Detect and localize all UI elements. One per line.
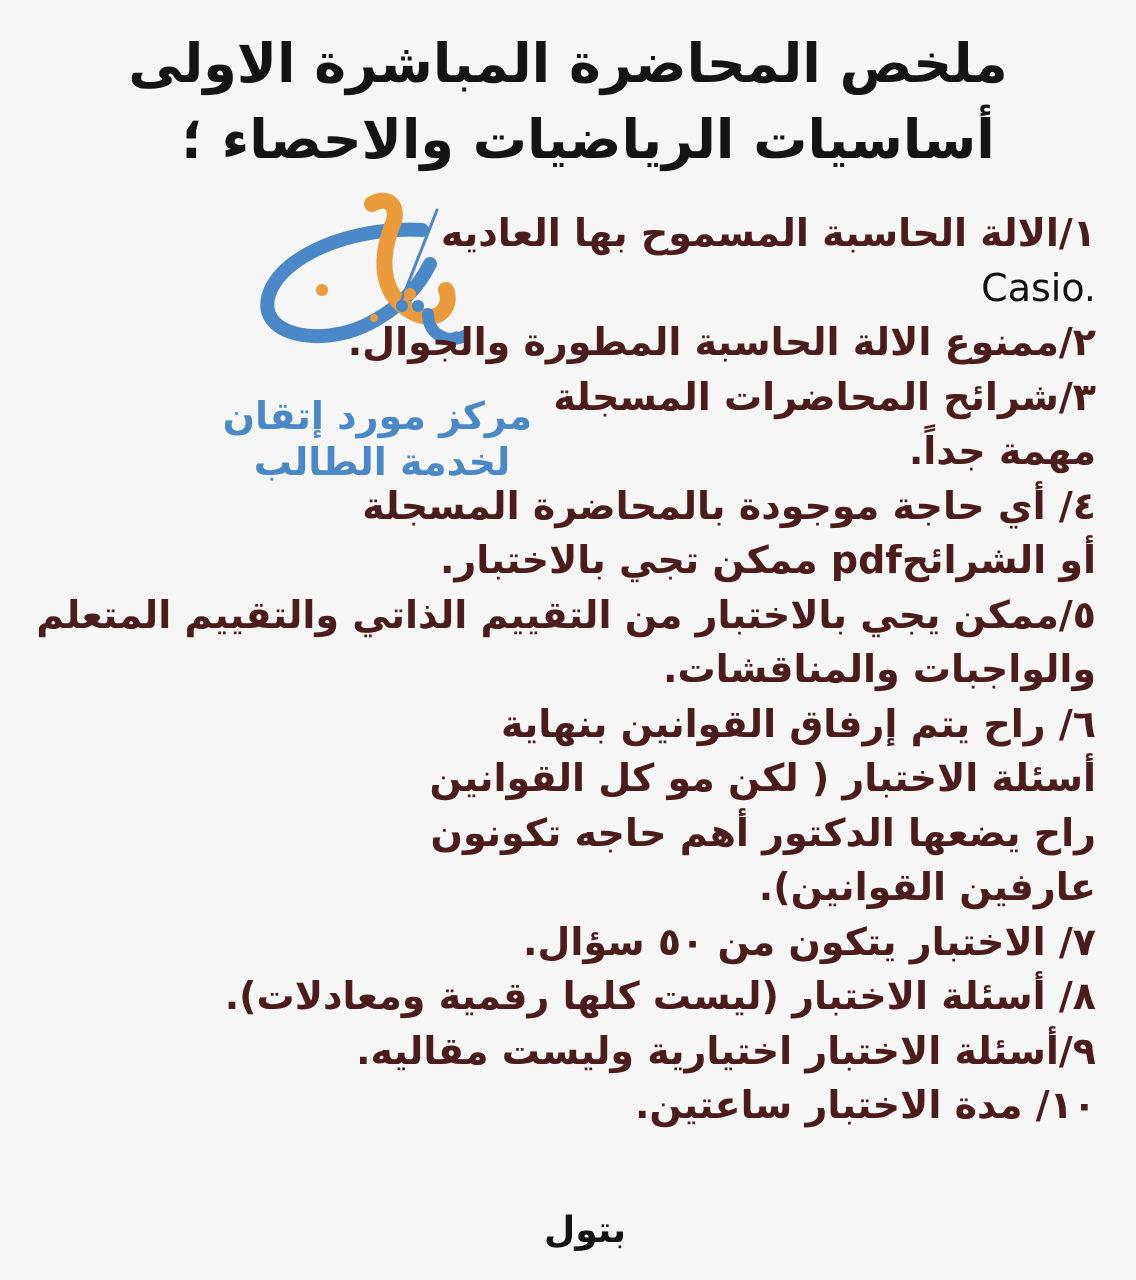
- note-line: ٦/ راح يتم إرفاق القوانين بنهاية: [500, 701, 1096, 746]
- note-line: ٤/ أي حاجة موجودة بالمحاضرة المسجلة: [362, 483, 1096, 528]
- note-line: مهمة جداً.: [908, 429, 1096, 473]
- note-line: أو الشرائحpdf ممكن تجي بالاختبار.: [439, 538, 1096, 582]
- note-line: ١/الالة الحاسبة المسموح بها العاديه: [440, 211, 1096, 255]
- note-line: Casio.: [981, 265, 1096, 310]
- logo-text-line-1: مركز مورد إتقان: [222, 394, 532, 438]
- note-line: والواجبات والمناقشات.: [663, 647, 1096, 691]
- note-line: عارفين القوانين).: [758, 865, 1096, 909]
- note-line: ٢/ممنوع الالة الحاسبة المطورة والجوال.: [347, 320, 1096, 364]
- notes-list: [36, 206, 1096, 1133]
- note-line: ٧/ الاختبار يتكون من ٥٠ سؤال.: [523, 919, 1096, 964]
- note-line: ٣/شرائح المحاضرات المسجلة: [553, 374, 1096, 419]
- note-line: أسئلة الاختبار ( لكن مو كل القوانين: [429, 756, 1096, 800]
- note-line: ٥/ممكن يجي بالاختبار من التقييم الذاتي والتقييم المتعلم: [36, 592, 1096, 637]
- note-line: راح يضعها الدكتور أهم حاجه تكونون: [430, 810, 1096, 855]
- note-line: ٩/أسئلة الاختبار اختيارية وليست مقاليه.: [356, 1028, 1096, 1073]
- signature: بتول: [543, 1210, 627, 1251]
- note-line: ١٠/ مدة الاختبار ساعتين.: [635, 1083, 1096, 1127]
- note-line: ٨/ أسئلة الاختبار (ليست كلها رقمية ومعادلات).: [224, 974, 1096, 1018]
- title-line-1: ملخص المحاضرة المباشرة الاولى: [128, 32, 1008, 95]
- title-line-2: أساسيات الرياضيات والاحصاء ؛: [181, 108, 995, 171]
- logo-text-line-2: لخدمة الطالب: [253, 440, 511, 484]
